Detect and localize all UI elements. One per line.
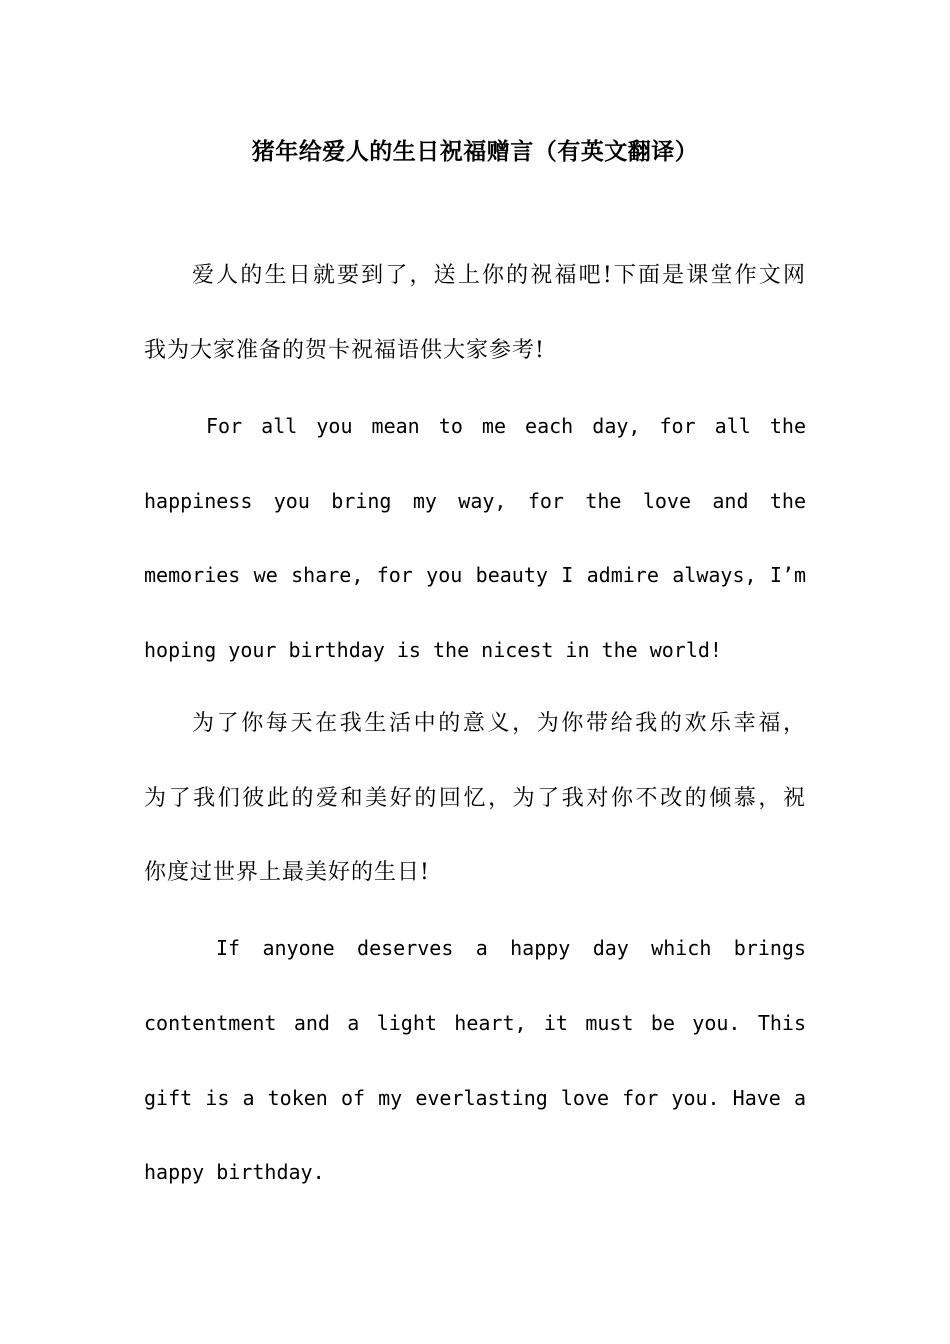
paragraph-line: 我为大家准备的贺卡祝福语供大家参考! (144, 338, 545, 363)
paragraph-line: hoping your birthday is the nicest in the world! (144, 638, 722, 662)
paragraph-line: contentment and a light heart, it must be you. This (144, 1011, 806, 1035)
paragraph-line: 你度过世界上最美好的生日! (144, 860, 430, 885)
paragraph-line: happiness you bring my way, for the love and the (144, 489, 806, 513)
paragraph-line: 为了我们彼此的爱和美好的回忆，为了我对你不改的倾慕，祝 (144, 786, 806, 811)
paragraph-line: 爱人的生日就要到了，送上你的祝福吧!下面是课堂作文网 (192, 263, 806, 288)
document-title: 猪年给爱人的生日祝福赠言（有英文翻译） (251, 139, 699, 165)
paragraph-line: If anyone deserves a happy day which brings (216, 936, 806, 960)
paragraph-line: 为了你每天在我生活中的意义，为你带给我的欢乐幸福， (192, 711, 806, 736)
paragraph-line: happy birthday. (144, 1160, 325, 1184)
paragraph-line: memories we share, for you beauty I admire always, I’m (144, 563, 806, 587)
paragraph-line: For all you mean to me each day, for all the (206, 414, 806, 438)
paragraph-line: gift is a token of my everlasting love for you. Have a (144, 1086, 806, 1110)
